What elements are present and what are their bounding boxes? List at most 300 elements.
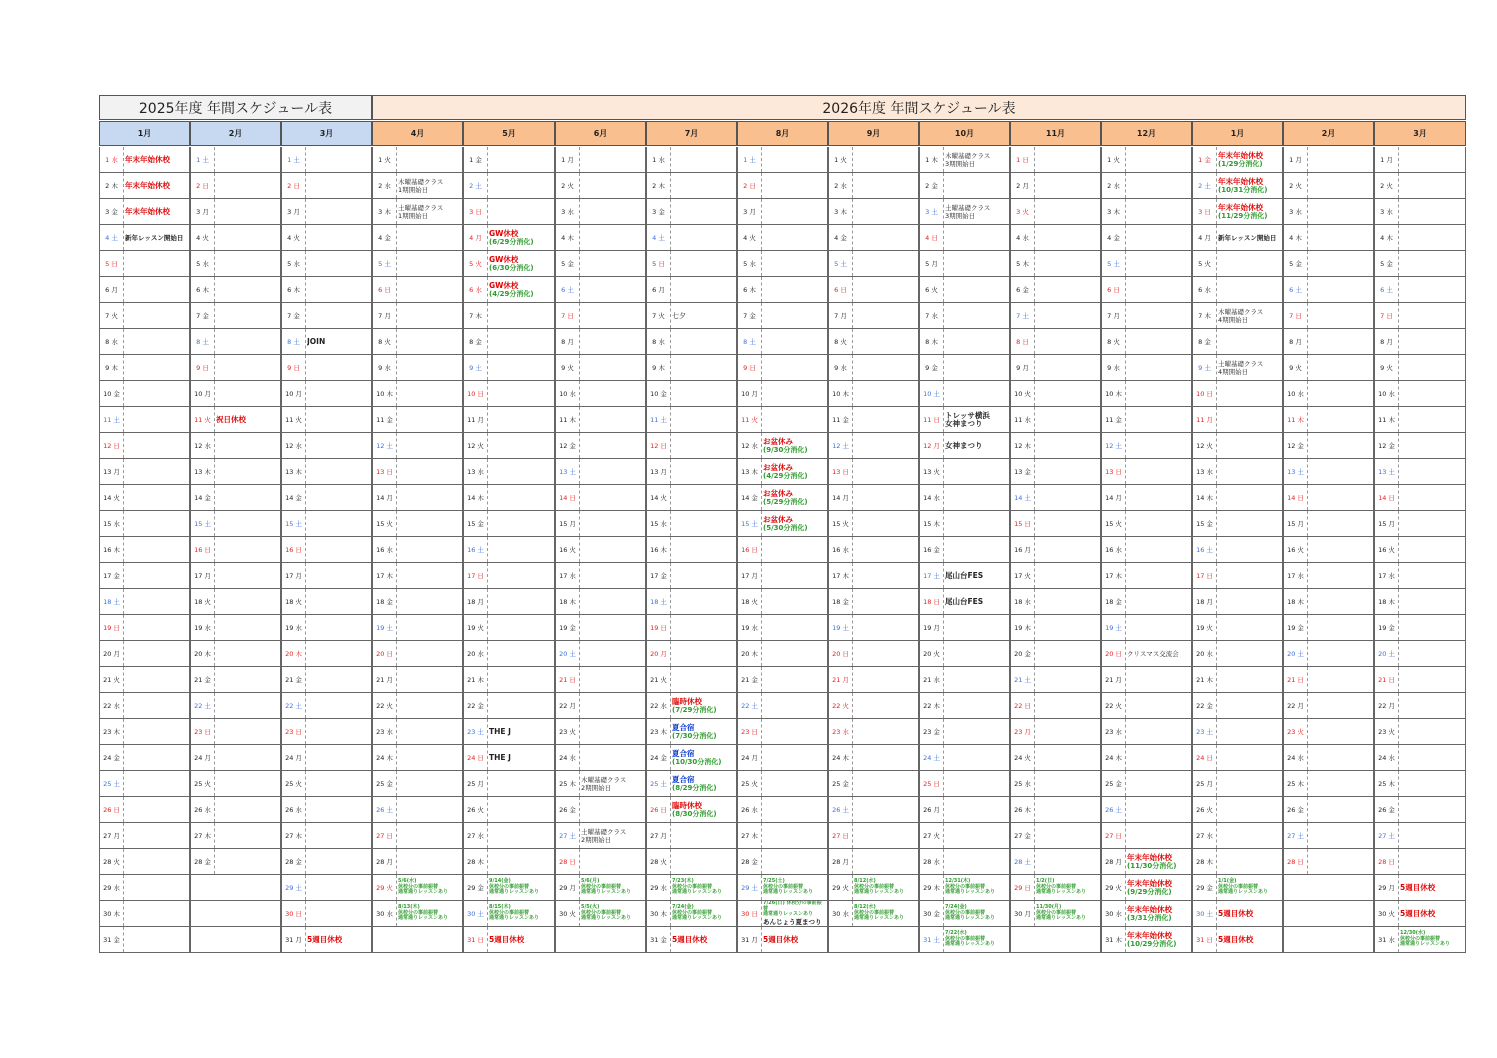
day-cell <box>737 147 828 173</box>
day-cell <box>919 797 1010 823</box>
day-cell <box>1101 511 1192 537</box>
day-cell <box>828 277 919 303</box>
day-number: 13 土 <box>1375 459 1399 484</box>
day-cell <box>555 927 646 953</box>
day-cell <box>190 381 281 407</box>
day-cell <box>828 745 919 771</box>
day-cell <box>1374 199 1466 225</box>
day-number: 1 月 <box>1375 147 1399 172</box>
day-cell <box>1101 563 1192 589</box>
day-number: 6 水 <box>464 277 488 302</box>
day-number: 10 月 <box>191 381 215 406</box>
day-number: 23 木 <box>100 719 124 744</box>
month-header: 5月 <box>463 121 555 146</box>
day-number: 26 日 <box>100 797 124 822</box>
day-number: 26 水 <box>738 797 762 822</box>
day-cell <box>646 901 737 927</box>
day-cell <box>190 641 281 667</box>
day-cell <box>1283 433 1374 459</box>
day-number: 4 火 <box>738 225 762 250</box>
day-number: 10 水 <box>1375 381 1399 406</box>
month-header: 11月 <box>1010 121 1101 146</box>
day-number: 16 金 <box>920 537 944 562</box>
event-text: 5/6(月) 休校分の事前振替 通常通りレッスンあり <box>581 878 631 896</box>
day-cell <box>1283 511 1374 537</box>
day-number: 21 木 <box>1193 667 1217 692</box>
event-text: クリスマス交流会 <box>1127 649 1179 658</box>
event-text: お盆休み (5/30分消化) <box>763 514 808 532</box>
day-number: 29 土 <box>738 875 762 900</box>
day-number: 31 土 <box>920 927 944 952</box>
day-cell <box>372 745 463 771</box>
day-number: 22 月 <box>1375 693 1399 718</box>
day-cell <box>555 719 646 745</box>
day-number: 7 月 <box>373 303 397 328</box>
day-cell <box>646 485 737 511</box>
day-number: 1 土 <box>738 147 762 172</box>
day-cell <box>737 511 828 537</box>
day-number: 28 月 <box>1102 849 1126 874</box>
day-number: 18 木 <box>1284 589 1308 614</box>
day-number: 9 金 <box>920 355 944 380</box>
event-text: 7/23(木) 休校分の事前振替 通常通りレッスンあり <box>672 878 722 896</box>
day-number: 21 金 <box>282 667 306 692</box>
day-number: 13 日 <box>1102 459 1126 484</box>
day-cell <box>463 199 555 225</box>
day-number: 1 土 <box>282 147 306 172</box>
day-number: 9 土 <box>464 355 488 380</box>
day-number: 21 火 <box>100 667 124 692</box>
day-cell <box>828 927 919 953</box>
day-number: 31 水 <box>1375 927 1399 952</box>
day-cell <box>555 641 646 667</box>
day-number: 21 水 <box>920 667 944 692</box>
event-text: お盆休み (9/30分消化) <box>763 436 808 454</box>
day-cell <box>737 225 828 251</box>
day-cell <box>99 381 190 407</box>
day-number: 10 日 <box>464 381 488 406</box>
day-cell <box>737 901 828 927</box>
day-cell <box>919 849 1010 875</box>
day-number: 26 火 <box>464 797 488 822</box>
day-cell <box>463 511 555 537</box>
day-cell <box>372 589 463 615</box>
day-cell <box>372 563 463 589</box>
day-number: 2 水 <box>1102 173 1126 198</box>
day-number: 16 火 <box>556 537 580 562</box>
day-cell <box>1010 251 1101 277</box>
day-cell <box>646 277 737 303</box>
day-number: 10 月 <box>738 381 762 406</box>
day-number: 28 金 <box>282 849 306 874</box>
event-text: 土曜基礎クラス 3期開始日 <box>945 203 991 220</box>
day-cell <box>281 485 372 511</box>
day-cell <box>190 485 281 511</box>
day-number: 22 火 <box>829 693 853 718</box>
day-cell <box>555 485 646 511</box>
day-cell <box>919 303 1010 329</box>
day-cell <box>737 459 828 485</box>
day-cell <box>646 693 737 719</box>
day-cell <box>919 173 1010 199</box>
day-number: 10 日 <box>1193 381 1217 406</box>
event-text: 年末年始休校 (10/29分消化) <box>1127 930 1177 948</box>
day-number: 13 土 <box>1284 459 1308 484</box>
day-number: 29 水 <box>647 875 671 900</box>
day-number: 7 月 <box>829 303 853 328</box>
day-cell <box>1374 147 1466 173</box>
day-cell <box>646 407 737 433</box>
day-number: 18 月 <box>464 589 488 614</box>
day-number: 17 水 <box>1375 563 1399 588</box>
day-number: 27 日 <box>373 823 397 848</box>
month-header: 6月 <box>555 121 646 146</box>
day-number: 13 木 <box>282 459 306 484</box>
day-cell <box>1101 225 1192 251</box>
day-number: 26 土 <box>1102 797 1126 822</box>
day-cell <box>737 485 828 511</box>
event-text: 5週目休校 <box>307 934 343 944</box>
day-cell <box>1010 719 1101 745</box>
month-header: 8月 <box>737 121 828 146</box>
day-number: 24 金 <box>100 745 124 770</box>
day-cell <box>1192 407 1283 433</box>
day-number: 23 火 <box>556 719 580 744</box>
day-cell <box>828 459 919 485</box>
day-cell <box>919 901 1010 927</box>
day-number: 8 日 <box>1011 329 1035 354</box>
day-cell <box>1283 927 1374 953</box>
day-number: 26 金 <box>556 797 580 822</box>
day-cell <box>1283 355 1374 381</box>
day-cell <box>1374 433 1466 459</box>
day-number: 15 水 <box>647 511 671 536</box>
day-cell <box>463 615 555 641</box>
day-cell <box>281 797 372 823</box>
day-number: 2 日 <box>191 173 215 198</box>
day-cell <box>1374 641 1466 667</box>
day-cell <box>828 901 919 927</box>
day-cell <box>1101 147 1192 173</box>
day-cell <box>190 329 281 355</box>
day-number: 19 火 <box>1193 615 1217 640</box>
month-header: 10月 <box>919 121 1010 146</box>
day-number: 2 金 <box>920 173 944 198</box>
event-text: GW休校 (6/30分消化) <box>489 254 534 272</box>
day-cell <box>463 667 555 693</box>
day-number: 25 火 <box>282 771 306 796</box>
day-cell <box>646 329 737 355</box>
day-number: 1 火 <box>829 147 853 172</box>
day-cell <box>1283 641 1374 667</box>
day-cell <box>1374 485 1466 511</box>
day-number: 12 月 <box>920 433 944 458</box>
day-cell <box>372 381 463 407</box>
day-number: 12 日 <box>647 433 671 458</box>
day-cell <box>737 589 828 615</box>
day-cell <box>281 433 372 459</box>
day-number: 14 火 <box>100 485 124 510</box>
day-cell <box>1010 355 1101 381</box>
day-cell <box>1010 615 1101 641</box>
day-cell <box>1374 381 1466 407</box>
event-text: 七夕 <box>672 311 686 320</box>
day-cell <box>1192 433 1283 459</box>
day-number: 12 火 <box>464 433 488 458</box>
day-number: 30 水 <box>1102 901 1126 926</box>
day-number: 16 火 <box>1375 537 1399 562</box>
day-cell <box>919 277 1010 303</box>
day-number: 13 木 <box>191 459 215 484</box>
day-number: 27 月 <box>100 823 124 848</box>
day-cell <box>737 433 828 459</box>
day-number: 23 日 <box>738 719 762 744</box>
day-cell <box>828 329 919 355</box>
day-number: 4 土 <box>100 225 124 250</box>
day-number: 29 土 <box>282 875 306 900</box>
day-cell <box>1010 511 1101 537</box>
day-cell <box>190 849 281 875</box>
day-number: 25 木 <box>1284 771 1308 796</box>
day-number: 24 水 <box>1284 745 1308 770</box>
event-text: 12/30(水) 休校分の事前振替 通常通りレッスンあり <box>1400 930 1450 948</box>
day-cell <box>1374 849 1466 875</box>
day-cell <box>828 875 919 901</box>
day-cell <box>555 537 646 563</box>
day-cell <box>190 745 281 771</box>
event-text: 夏合宿 (10/30分消化) <box>672 748 722 766</box>
day-number: 9 木 <box>647 355 671 380</box>
event-text: 8/13(木) 休校分の事前振替 通常通りレッスンあり <box>398 904 448 922</box>
event-text: 8/12(水) 休校分の事前振替 通常通りレッスンあり <box>854 878 904 896</box>
event-text: 年末年始休校 (3/31分消化) <box>1127 904 1172 922</box>
day-cell <box>1192 589 1283 615</box>
day-cell <box>555 355 646 381</box>
day-cell <box>737 615 828 641</box>
month-header: 4月 <box>372 121 463 146</box>
day-number: 28 火 <box>647 849 671 874</box>
day-cell <box>1374 797 1466 823</box>
day-cell <box>463 563 555 589</box>
day-number: 2 水 <box>373 173 397 198</box>
event-text: 7/26(日) 休校分の事前振替 通常通りレッスンあり あんじょう夏まつり <box>763 901 822 926</box>
day-cell <box>1192 459 1283 485</box>
day-cell <box>1010 225 1101 251</box>
event-text: JOIN <box>307 336 326 346</box>
day-cell <box>1374 407 1466 433</box>
day-cell <box>646 381 737 407</box>
day-cell <box>1010 927 1101 953</box>
day-number: 8 火 <box>373 329 397 354</box>
day-cell <box>828 589 919 615</box>
day-cell <box>1010 485 1101 511</box>
day-cell <box>828 667 919 693</box>
day-cell <box>555 303 646 329</box>
day-cell <box>281 329 372 355</box>
day-cell <box>1283 797 1374 823</box>
day-number: 20 水 <box>464 641 488 666</box>
event-text: 7/24(金) 休校分の事前振替 通常通りレッスンあり <box>672 904 722 922</box>
day-number: 1 木 <box>920 147 944 172</box>
day-cell <box>1374 225 1466 251</box>
month-header: 2月 <box>190 121 281 146</box>
day-cell <box>1101 693 1192 719</box>
day-cell <box>190 797 281 823</box>
day-number: 21 金 <box>191 667 215 692</box>
day-cell <box>1283 745 1374 771</box>
day-cell <box>372 485 463 511</box>
day-number: 9 水 <box>1102 355 1126 380</box>
day-cell <box>99 199 190 225</box>
day-number: 14 金 <box>738 485 762 510</box>
day-cell <box>1374 901 1466 927</box>
day-number: 11 木 <box>1284 407 1308 432</box>
day-number: 2 日 <box>738 173 762 198</box>
day-cell <box>372 459 463 485</box>
day-number: 27 土 <box>1375 823 1399 848</box>
day-number: 8 火 <box>829 329 853 354</box>
day-cell <box>1101 901 1192 927</box>
day-number: 5 火 <box>1193 251 1217 276</box>
day-number: 15 月 <box>1375 511 1399 536</box>
day-cell <box>1192 563 1283 589</box>
day-cell <box>281 277 372 303</box>
day-number: 17 金 <box>100 563 124 588</box>
day-number: 4 水 <box>1011 225 1035 250</box>
day-cell <box>1101 277 1192 303</box>
day-number: 9 火 <box>556 355 580 380</box>
day-number: 27 日 <box>829 823 853 848</box>
day-cell <box>1101 589 1192 615</box>
day-number: 30 水 <box>829 901 853 926</box>
event-text: 7/24(金) 休校分の事前振替 通常通りレッスンあり <box>945 904 995 922</box>
day-cell <box>1374 823 1466 849</box>
event-text: トレッサ横浜 女神まつり <box>945 410 990 428</box>
day-number: 6 火 <box>920 277 944 302</box>
day-number: 22 土 <box>738 693 762 718</box>
day-number: 24 土 <box>920 745 944 770</box>
event-text: THE J <box>489 752 511 762</box>
day-cell <box>646 667 737 693</box>
day-number: 20 日 <box>1102 641 1126 666</box>
day-number: 1 金 <box>464 147 488 172</box>
day-cell <box>372 823 463 849</box>
day-cell <box>737 303 828 329</box>
day-cell <box>190 173 281 199</box>
day-cell <box>1283 485 1374 511</box>
day-number: 5 金 <box>1375 251 1399 276</box>
day-cell <box>737 693 828 719</box>
day-cell <box>555 433 646 459</box>
day-number: 26 日 <box>647 797 671 822</box>
day-cell <box>1374 771 1466 797</box>
day-number: 9 日 <box>738 355 762 380</box>
day-cell <box>1101 433 1192 459</box>
day-number: 2 月 <box>1011 173 1035 198</box>
day-cell <box>646 225 737 251</box>
day-cell <box>1374 173 1466 199</box>
day-cell <box>1101 823 1192 849</box>
day-cell <box>372 511 463 537</box>
day-cell <box>372 849 463 875</box>
day-cell <box>1192 641 1283 667</box>
day-cell <box>99 147 190 173</box>
day-number: 26 水 <box>282 797 306 822</box>
day-number: 3 火 <box>1011 199 1035 224</box>
day-cell <box>1374 875 1466 901</box>
day-cell <box>1101 849 1192 875</box>
day-number: 6 水 <box>1193 277 1217 302</box>
day-number: 23 火 <box>1284 719 1308 744</box>
day-number: 30 木 <box>100 901 124 926</box>
day-number: 5 木 <box>1011 251 1035 276</box>
day-cell <box>555 251 646 277</box>
day-cell <box>281 563 372 589</box>
month-header: 7月 <box>646 121 737 146</box>
day-number: 22 金 <box>464 693 488 718</box>
day-cell <box>555 849 646 875</box>
day-cell <box>372 641 463 667</box>
day-cell <box>190 303 281 329</box>
day-number: 26 土 <box>829 797 853 822</box>
day-cell <box>281 199 372 225</box>
day-number: 21 木 <box>464 667 488 692</box>
day-number: 18 土 <box>647 589 671 614</box>
day-number: 19 水 <box>282 615 306 640</box>
day-cell <box>1283 147 1374 173</box>
day-number: 25 日 <box>920 771 944 796</box>
day-number: 5 土 <box>829 251 853 276</box>
day-cell <box>463 927 555 953</box>
day-number: 8 火 <box>1102 329 1126 354</box>
day-number: 22 月 <box>556 693 580 718</box>
day-number: 23 日 <box>191 719 215 744</box>
day-cell <box>919 667 1010 693</box>
day-cell <box>1101 875 1192 901</box>
day-cell <box>190 875 281 901</box>
day-cell <box>1283 589 1374 615</box>
day-number: 28 金 <box>738 849 762 874</box>
day-cell <box>281 901 372 927</box>
day-number: 2 木 <box>647 173 671 198</box>
month-header: 9月 <box>828 121 919 146</box>
day-number: 24 金 <box>647 745 671 770</box>
day-cell <box>1192 173 1283 199</box>
day-number: 26 水 <box>191 797 215 822</box>
day-number: 27 土 <box>1284 823 1308 848</box>
day-cell <box>737 667 828 693</box>
day-number: 30 土 <box>1193 901 1217 926</box>
day-number: 24 月 <box>282 745 306 770</box>
day-cell <box>99 641 190 667</box>
day-cell <box>919 615 1010 641</box>
day-number: 24 水 <box>556 745 580 770</box>
day-cell <box>1010 459 1101 485</box>
day-cell <box>463 329 555 355</box>
day-cell <box>99 823 190 849</box>
day-cell <box>281 615 372 641</box>
day-cell <box>737 329 828 355</box>
day-number: 25 木 <box>556 771 580 796</box>
day-number: 19 月 <box>920 615 944 640</box>
day-cell <box>190 459 281 485</box>
day-number: 12 金 <box>1284 433 1308 458</box>
day-cell <box>919 745 1010 771</box>
day-cell <box>1374 563 1466 589</box>
day-cell <box>1374 719 1466 745</box>
day-cell <box>1192 199 1283 225</box>
day-cell <box>1374 459 1466 485</box>
